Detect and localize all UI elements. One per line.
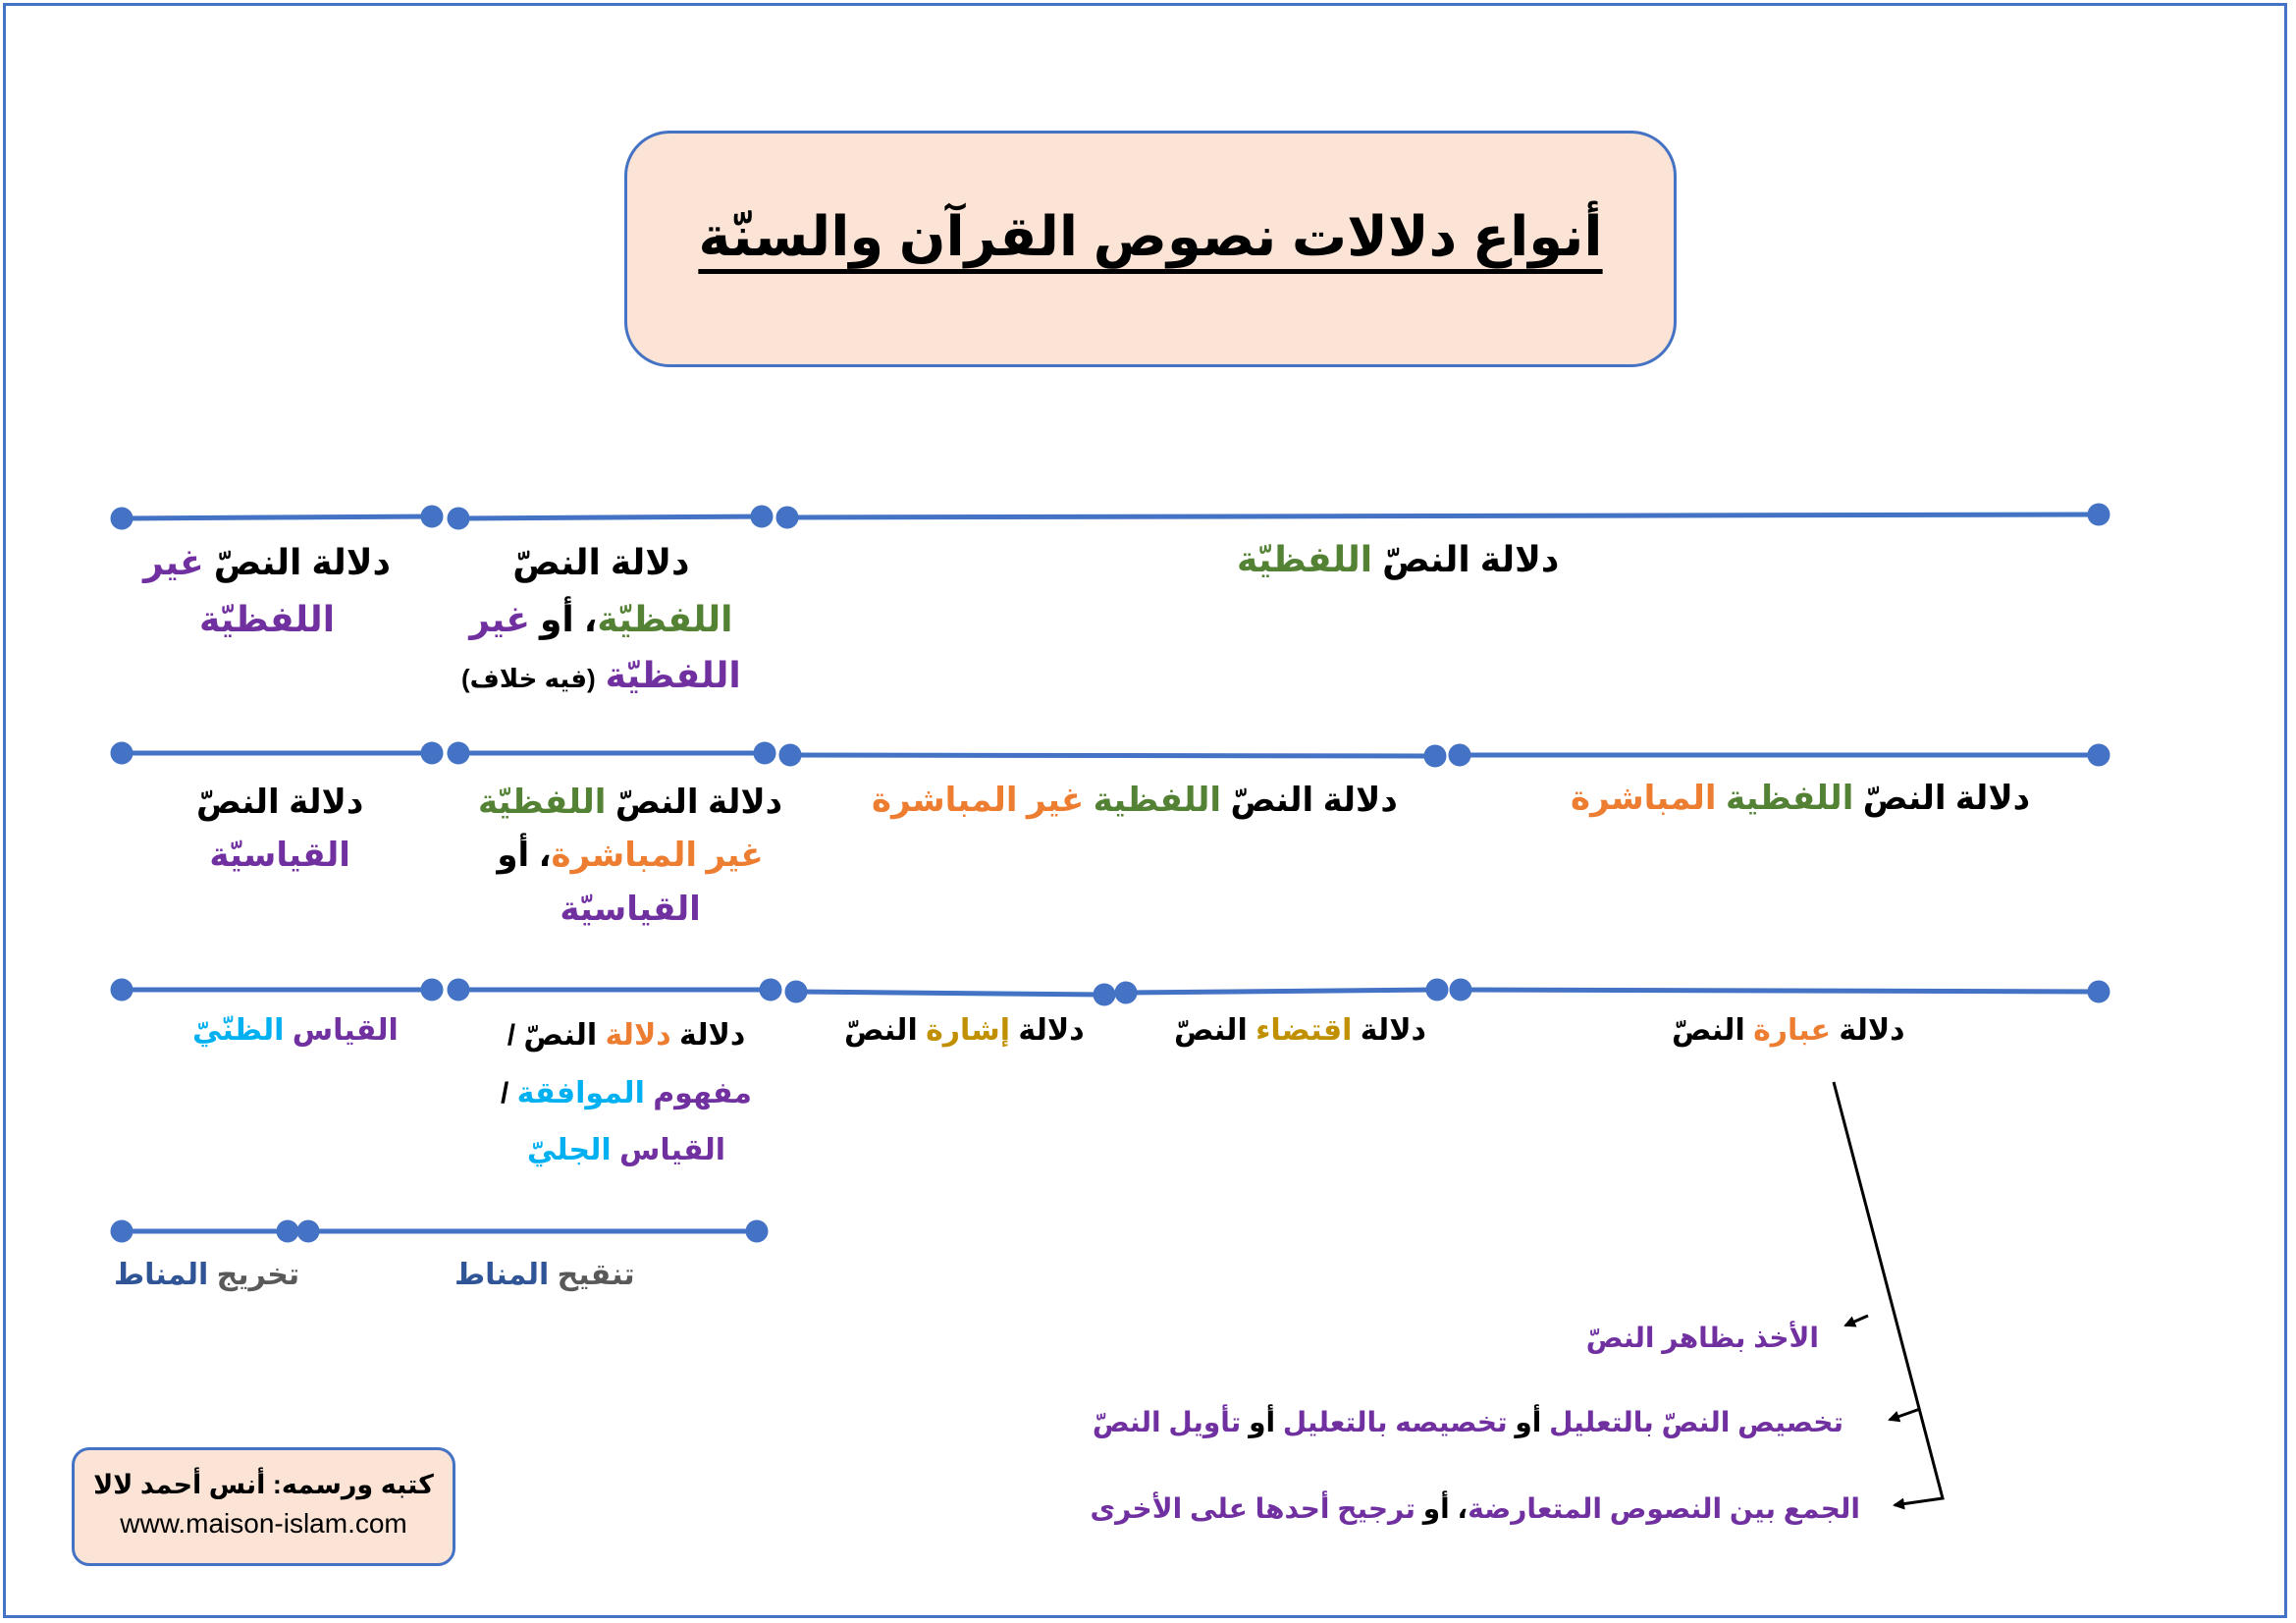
branch-b2: تخصيص النصّ بالتعليل أو تخصيصه بالتعليل أو تأويل النصّ [1092, 1407, 1843, 1437]
dispute-note: (فيه خلاف) [461, 664, 596, 694]
credit-author: كتبه ورسمه: أنس أحمد لالا [93, 1470, 434, 1499]
line-nonverbal [122, 516, 432, 518]
label-verbal-or-nonverbal [461, 534, 741, 704]
credit-website: www.maison-islam.com [120, 1508, 407, 1539]
label-verbal-term: اللفظيّة [1237, 539, 1373, 579]
label-zanni: القياس الظنّيّ [192, 1014, 399, 1047]
label-nonverbal-line2: اللفظيّة [198, 598, 336, 639]
label-verbal-or-nonverbal-line2: اللفظيّة، أو غير [469, 598, 733, 639]
branch-b3-connector [1834, 1082, 1943, 1505]
label-verbal [1237, 531, 1559, 588]
branch-b1-connector [1845, 1316, 1868, 1325]
label-tanqih: تنقيح المناط [454, 1259, 635, 1291]
line-verbal-or-nonverbal [458, 516, 762, 518]
branch-b1: الأخذ بظاهر النصّ [1585, 1323, 1819, 1353]
label-iqtida: دلالة اقتضاء النصّ [1174, 1014, 1426, 1047]
line-ibara [1461, 990, 2099, 992]
label-analogical: دلالة النصّ القياسيّة [196, 784, 364, 875]
label-verbal-text: دلالة النصّ [1372, 539, 1560, 579]
level3-lines [113, 981, 2108, 1003]
branch-lines [1834, 1082, 1943, 1505]
branch-b3: الجمع بين النصوص المتعارضة، أو ترجيح أحدها على الأخرى [1090, 1493, 1860, 1524]
page-title: أنواع دلالات نصوص القرآن والسنّة [698, 205, 1603, 267]
label-indirect-or-analogical: دلالة النصّ اللفظيّة غير المباشرة، أو القياسيّة [478, 784, 783, 928]
level4-lines [113, 1222, 766, 1240]
label-direct: دلالة النصّ اللفظية المباشرة [1571, 780, 2031, 817]
branch-b2-connector [1890, 1409, 1920, 1420]
label-ishara: دلالة إشارة النصّ [844, 1014, 1085, 1047]
label-dalalat-nass: دلالة دلالة النصّ / مفهوم الموافقة / القياس الجليّ [501, 1019, 752, 1166]
credit-box [72, 1447, 455, 1566]
level1-lines [113, 506, 2108, 527]
line-verbal [787, 514, 2099, 517]
label-ibara: دلالة عبارة النصّ [1672, 1014, 1905, 1047]
label-verbal-or-nonverbal-line3: اللفظيّة (فيه خلاف) [461, 655, 741, 696]
label-takhrij: تخريج المناط [114, 1259, 300, 1291]
label-verbal-or-nonverbal-line1: دلالة النصّ [512, 542, 690, 582]
line-indirect [790, 755, 1435, 756]
label-nonverbal-line1: دلالة النصّ غير [143, 542, 391, 582]
label-indirect: دلالة النصّ اللفظية غير المباشرة [872, 782, 1398, 819]
level2-lines [113, 744, 2108, 765]
line-iqtida [1126, 990, 1437, 993]
line-ishara [796, 992, 1104, 995]
label-nonverbal [143, 534, 391, 647]
